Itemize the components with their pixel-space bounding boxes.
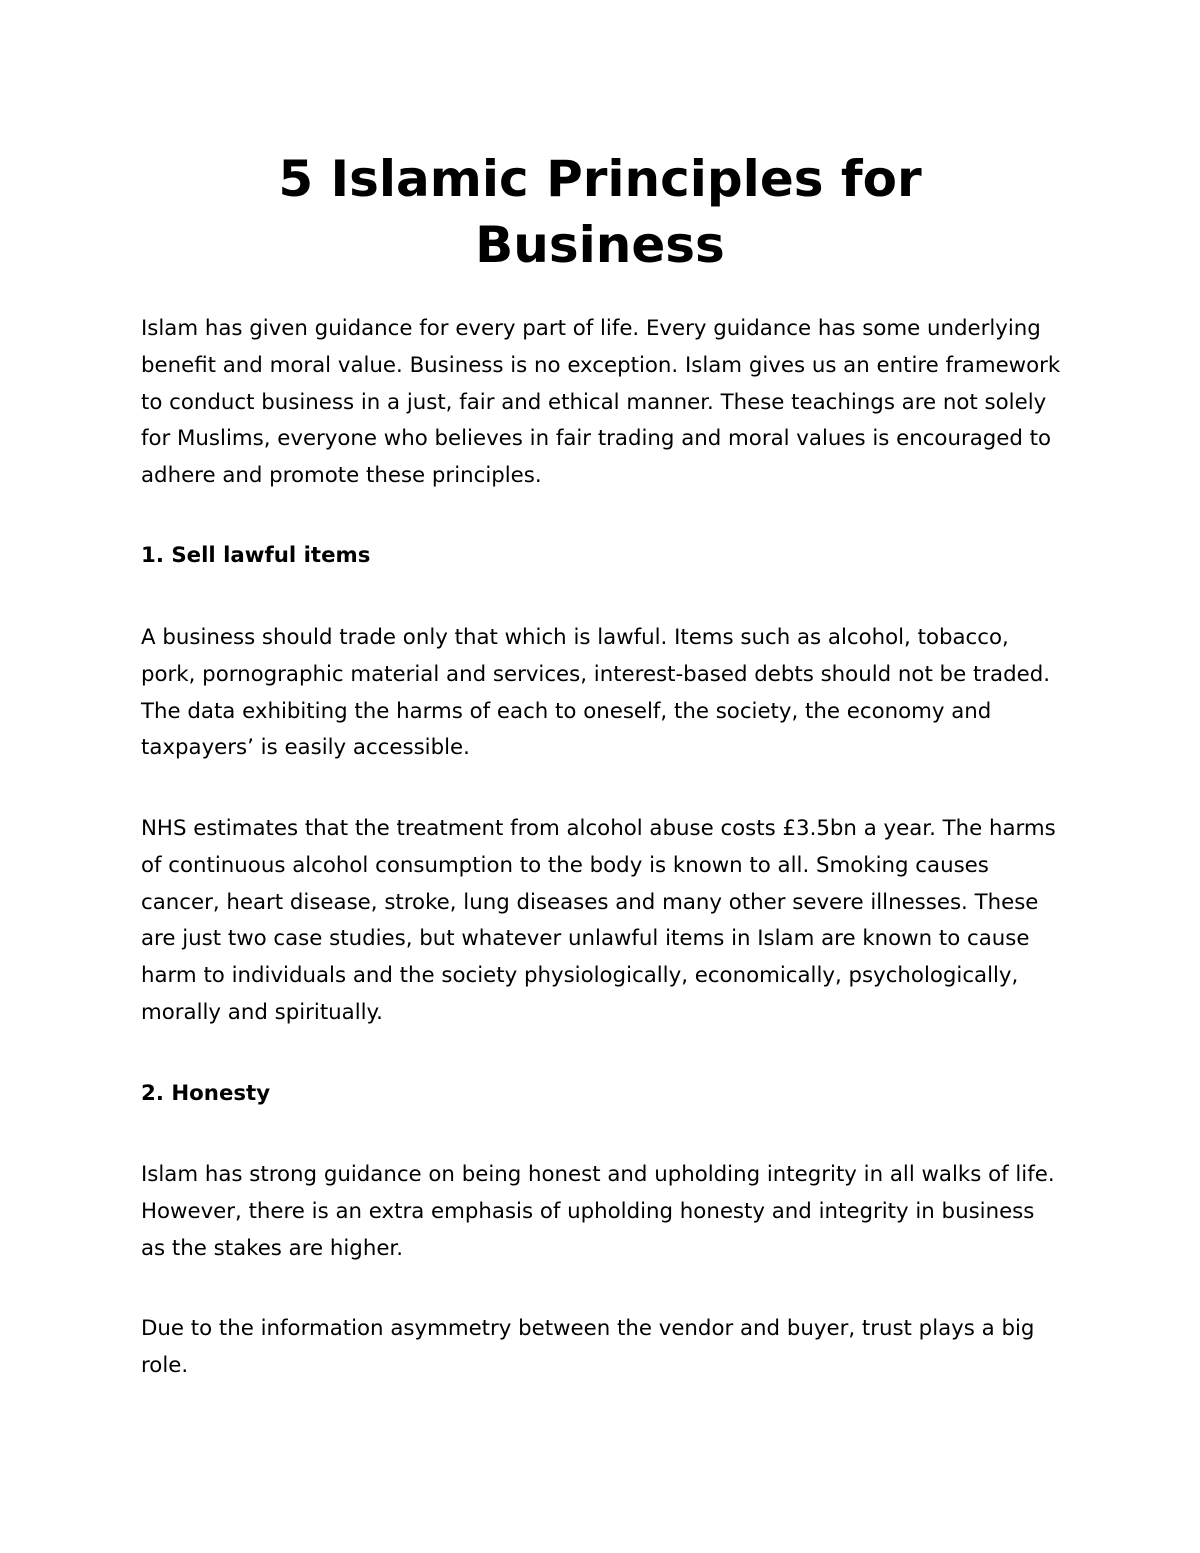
document-title xyxy=(0,146,1200,278)
title-line-1: 5 Islamic Principles for xyxy=(278,150,922,208)
section-2-paragraph-2: Due to the information asymmetry between the vendor and buyer, trust plays a big role. xyxy=(141,1316,1035,1378)
section-heading-2: 2. Honesty xyxy=(141,1081,271,1106)
section-heading-1: 1. Sell lawful items xyxy=(141,543,371,568)
intro-paragraph: Islam has given guidance for every part of life. Every guidance has some underlying benefit and moral value. Business is no exception. Islam gives us an entire framework to conduct business in a just, fair and ethical manner. These teachings are not solely for Muslims, everyone who believes in fair trading and moral values is encouraged to adhere and promote these principles. xyxy=(141,316,1061,489)
section-1-paragraph-2: NHS estimates that the treatment from alcohol abuse costs £3.5bn a year. The harms of continuous alcohol consumption to the body is known to all. Smoking causes cancer, heart disease, stroke, lung diseases and many other severe illnesses. These are just two case studies, but whatever unlawful items in Islam are known to cause harm to individuals and the society physiologically, economically, psychologically, morally and spiritually. xyxy=(141,816,1056,1025)
section-1-paragraph-1: A business should trade only that which is lawful. Items such as alcohol, tobacco, pork, pornographic material and services, interest-based debts should not be traded. The data exhibiting the harms of each to oneself, the society, the economy and taxpayers’ is easily accessible. xyxy=(141,625,1051,761)
section-2-paragraph-1: Islam has strong guidance on being honest and upholding integrity in all walks of life. However, there is an extra emphasis of upholding honesty and integrity in business as the stakes are higher. xyxy=(141,1162,1055,1261)
title-line-2: Business xyxy=(475,216,725,274)
